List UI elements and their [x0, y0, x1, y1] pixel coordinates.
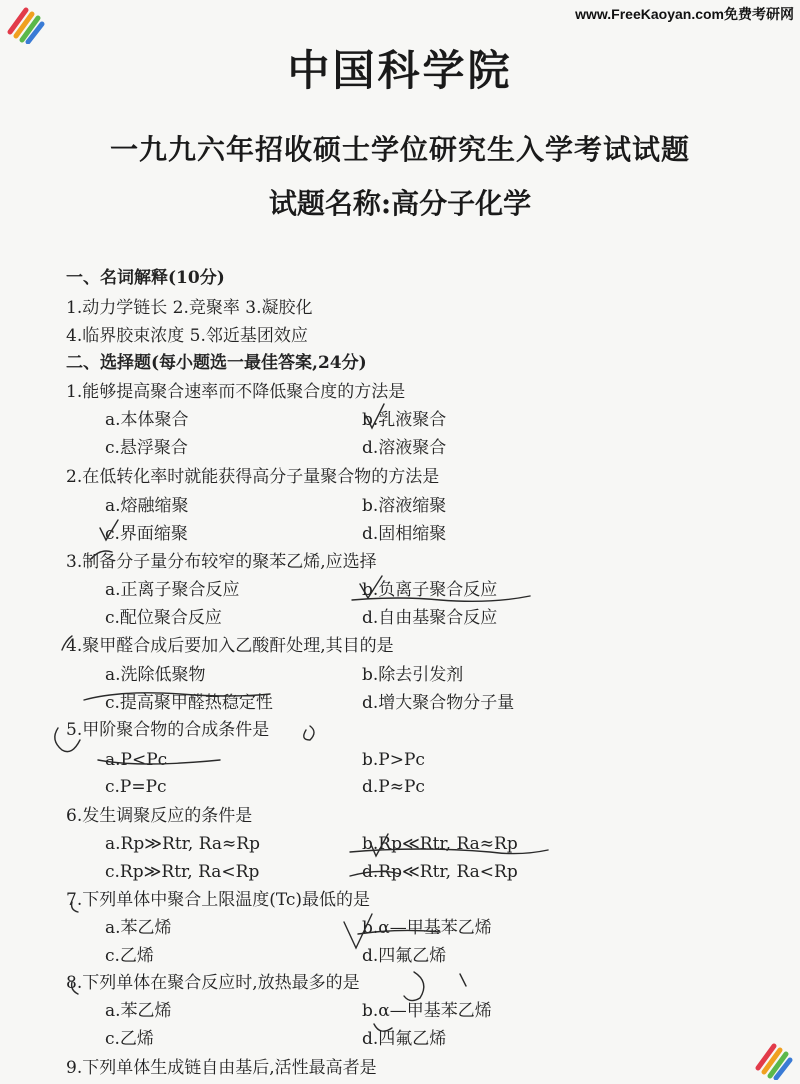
q7-option-a: a.苯乙烯: [105, 918, 172, 938]
section2-heading: 二、选择题(每小题选一最佳答案,24分): [66, 353, 367, 373]
q1-option-a: a.本体聚合: [105, 410, 189, 430]
section1-heading: 一、名词解释(10分): [66, 268, 225, 288]
q7-option-c: c.乙烯: [105, 946, 154, 966]
q5-option-b: b.P>Pc: [362, 750, 425, 770]
q5-option-c: c.P=Pc: [105, 777, 167, 797]
q8-option-a: a.苯乙烯: [105, 1001, 172, 1021]
q6-option-d: d.Rp≪Rtr, Ra<Rp: [362, 862, 518, 882]
q2-option-a: a.熔融缩聚: [105, 496, 189, 516]
q8-option-c: c.乙烯: [105, 1029, 154, 1049]
q7-option-b: b.α—甲基苯乙烯: [362, 918, 492, 938]
q3-option-c: c.配位聚合反应: [105, 608, 222, 628]
question-9: 9.下列单体生成链自由基后,活性最高者是: [66, 1058, 377, 1078]
q8-option-b: b.α—甲基苯乙烯: [362, 1001, 492, 1021]
section1-line2: 4.临界胶束浓度 5.邻近基团效应: [66, 326, 308, 346]
q1-option-d: d.溶液聚合: [362, 438, 447, 458]
site-logo-icon: [752, 1038, 794, 1080]
question-7: 7.下列单体中聚合上限温度(Tc)最低的是: [66, 890, 371, 910]
section1-line1: 1.动力学链长 2.竞聚率 3.凝胶化: [66, 298, 313, 318]
question-3: 3.制备分子量分布较窄的聚苯乙烯,应选择: [66, 552, 377, 572]
q4-option-a: a.洗除低聚物: [105, 665, 206, 685]
q8-option-d: d.四氟乙烯: [362, 1029, 447, 1049]
q1-option-c: c.悬浮聚合: [105, 438, 188, 458]
question-4: 4.聚甲醛合成后要加入乙酸酐处理,其目的是: [66, 636, 394, 656]
question-1: 1.能够提高聚合速率而不降低聚合度的方法是: [66, 382, 406, 402]
q1-option-b: b.乳液聚合: [362, 410, 447, 430]
q6-option-a: a.Rp≫Rtr, Ra≈Rp: [105, 834, 260, 854]
q3-option-d: d.自由基聚合反应: [362, 608, 498, 628]
exam-title: 一九九六年招收硕士学位研究生入学考试试题: [109, 133, 690, 166]
q4-option-d: d.增大聚合物分子量: [362, 693, 515, 713]
q4-option-c: c.提高聚甲醛热稳定性: [105, 693, 273, 713]
q2-option-d: d.固相缩聚: [362, 524, 447, 544]
q2-option-b: b.溶液缩聚: [362, 496, 447, 516]
question-8: 8.下列单体在聚合反应时,放热最多的是: [66, 973, 360, 993]
q6-option-b: b.Rp≪Rtr, Ra≈Rp: [362, 834, 518, 854]
q5-option-d: d.P≈Pc: [362, 777, 425, 797]
subject-title: 试题名称:高分子化学: [268, 187, 532, 220]
university-name: 中国科学院: [287, 46, 513, 95]
q6-option-c: c.Rp≫Rtr, Ra<Rp: [105, 862, 260, 882]
question-5: 5.甲阶聚合物的合成条件是: [66, 720, 270, 740]
q4-option-b: b.除去引发剂: [362, 665, 464, 685]
q5-option-a: a.P<Pc: [105, 750, 168, 770]
q7-option-d: d.四氟乙烯: [362, 946, 447, 966]
q2-option-c: c.界面缩聚: [105, 524, 188, 544]
question-6: 6.发生调聚反应的条件是: [66, 806, 253, 826]
q3-option-b: b.负离子聚合反应: [362, 580, 498, 600]
site-url[interactable]: www.FreeKaoyan.com免费考研网: [575, 6, 794, 22]
q3-option-a: a.正离子聚合反应: [105, 580, 240, 600]
question-2: 2.在低转化率时就能获得高分子量聚合物的方法是: [66, 467, 440, 487]
